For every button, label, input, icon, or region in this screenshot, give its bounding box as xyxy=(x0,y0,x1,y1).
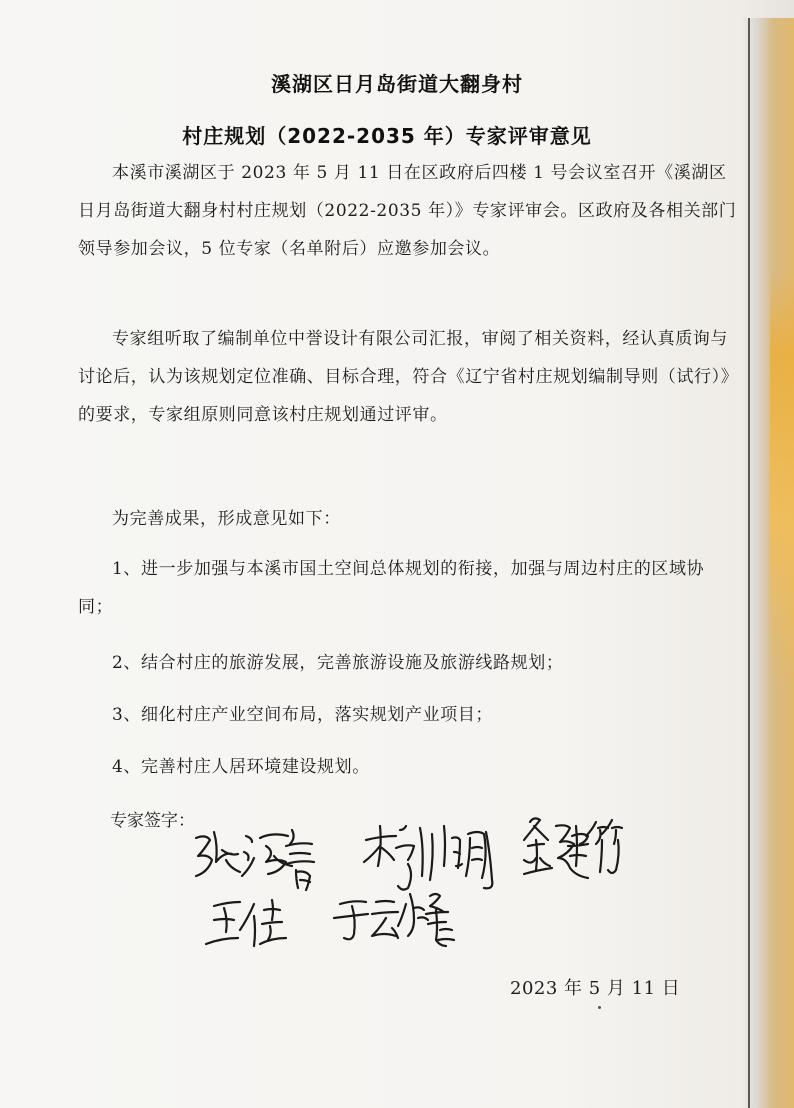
signature-label: 专家签字： xyxy=(110,811,195,831)
signature-1 xyxy=(196,830,314,890)
signature-5 xyxy=(334,894,454,946)
ink-dot xyxy=(598,1006,601,1009)
paragraph-opinions-intro: 为完善成果，形成意见如下： xyxy=(112,509,341,529)
document-date: 2023 年 5 月 11 日 xyxy=(510,978,681,999)
opinion-item-3: 3、细化村庄产业空间布局，落实规划产业项目； xyxy=(112,705,494,725)
signature-2 xyxy=(364,826,492,890)
opinion-item-1: 1、进一步加强与本溪市国土空间总体规划的衔接，加强与周边村庄的区域协同； xyxy=(78,559,705,617)
signature-4 xyxy=(206,900,286,946)
opinion-item-2: 2、结合村庄的旅游发展，完善旅游设施及旅游线路规划； xyxy=(112,653,564,673)
paragraph-meeting-info: 本溪市溪湖区于 2023 年 5 月 11 日在区政府后四楼 1 号会议室召开《溪湖区日月岛街道大翻身村村庄规划（2022-2035 年）》专家评审会。区政府及各相关部门领导参加会议，5 位专家（名单附后）应邀参加会议。 xyxy=(78,163,737,259)
opinion-item-4: 4、完善村庄人居环境建设规划。 xyxy=(112,757,370,777)
document-title-line1: 溪湖区日月岛街道大翻身村 xyxy=(271,72,523,96)
signature-3 xyxy=(524,818,622,878)
paragraph-review-conclusion: 专家组听取了编制单位中誉设计有限公司汇报，审阅了相关资料，经认真质询与讨论后，认为该规划定位准确、目标合理，符合《辽宁省村庄规划编制导则（试行）》的要求，专家组原则同意该村庄规划通过评审。 xyxy=(78,329,730,425)
document-title-line2: 村庄规划（2022-2035 年）专家评审意见 xyxy=(182,124,592,148)
